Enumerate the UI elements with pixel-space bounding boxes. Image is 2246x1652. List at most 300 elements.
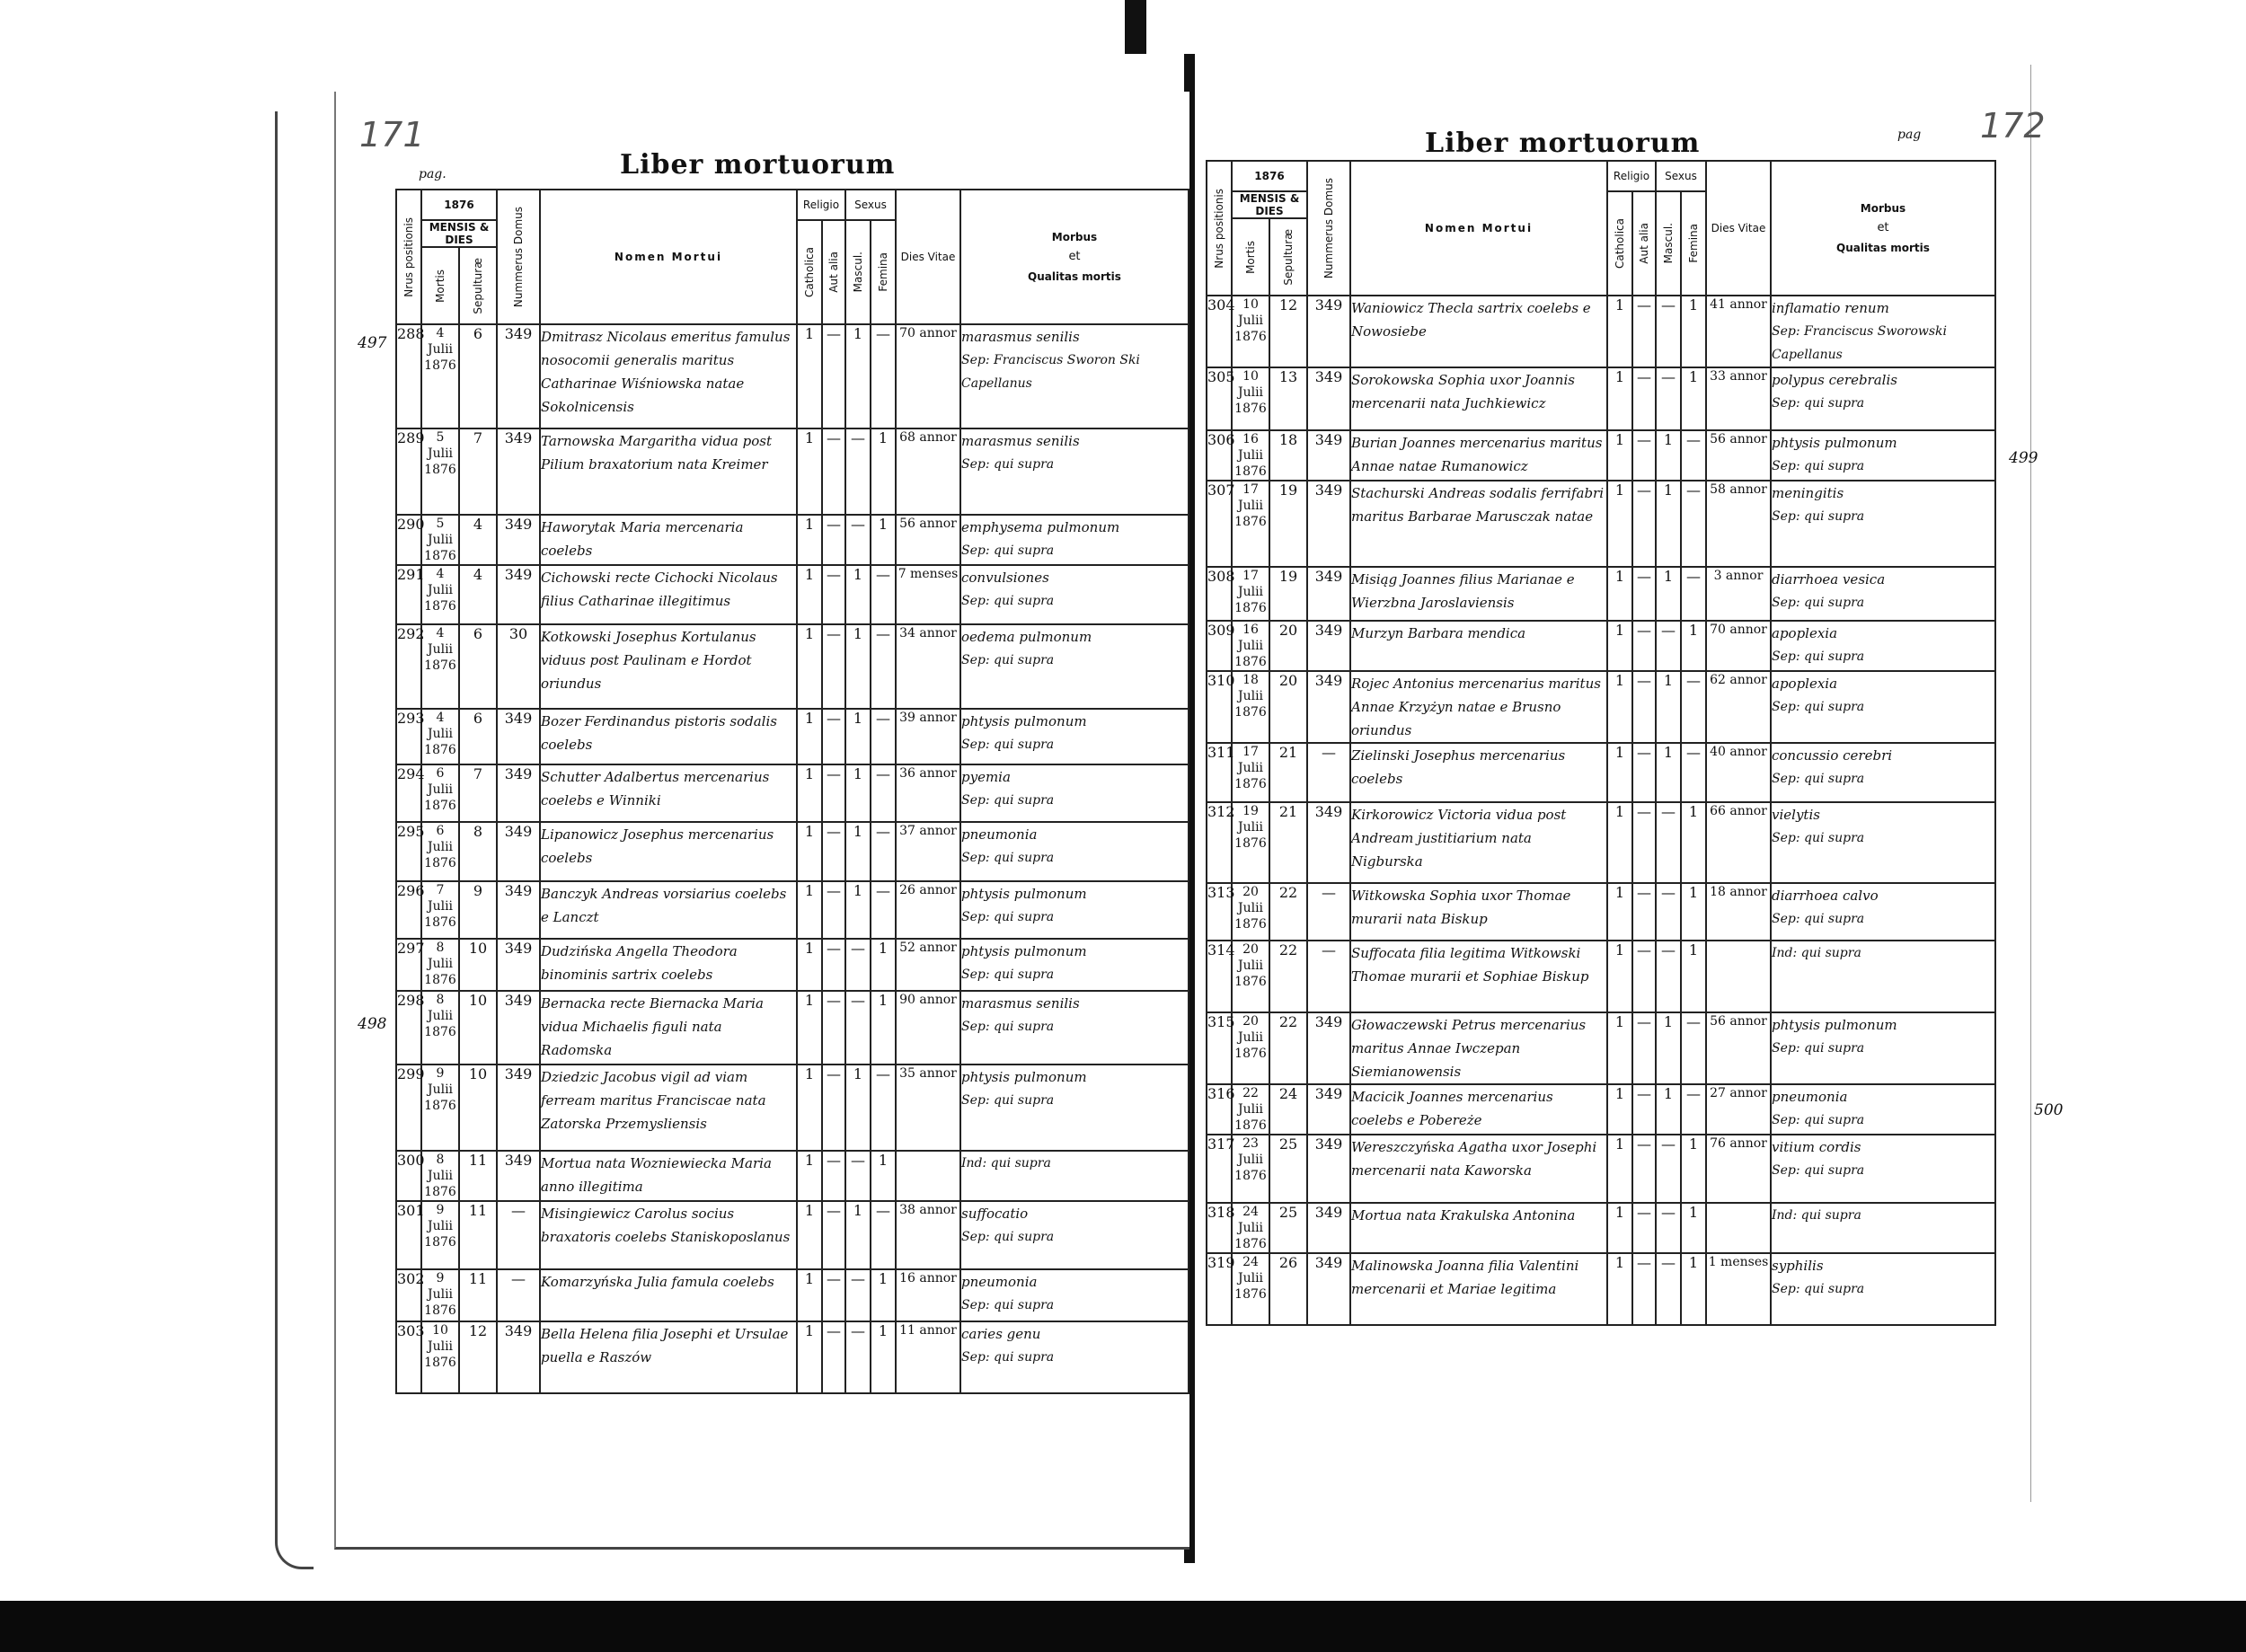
cell-femina: 1 <box>1681 802 1706 883</box>
sepultura-note: Sep: qui supra <box>1772 1041 1865 1056</box>
cell-nr: 308 <box>1207 567 1232 621</box>
cell-catholica: 1 <box>797 822 822 881</box>
cell-aut-alia: — <box>822 1151 845 1201</box>
sepultura-note: Sep: qui supra <box>961 793 1055 808</box>
morbus-text: phtysis pulmonum <box>961 713 1087 729</box>
cell-aut-alia: — <box>822 822 845 881</box>
cell-mascul: — <box>1656 883 1681 941</box>
cell-morbus <box>960 991 1189 1065</box>
cell-sepulturae-day: 10 <box>459 991 497 1065</box>
cell-femina: — <box>871 324 896 428</box>
cell-femina: — <box>1681 1012 1706 1084</box>
cell-nr: 312 <box>1207 802 1232 883</box>
cell-mascul: — <box>845 428 871 515</box>
cell-sepulturae-day: 10 <box>459 939 497 991</box>
cell-sepulturae-day: 20 <box>1269 671 1307 743</box>
cell-femina: 1 <box>1681 1253 1706 1325</box>
cell-mascul: — <box>845 1321 871 1393</box>
morbus-text: oedema pulmonum <box>961 629 1092 645</box>
morbus-text: vielytis <box>1772 807 1820 823</box>
cell-morbus <box>960 324 1189 428</box>
cell-catholica: 1 <box>1607 567 1632 621</box>
cell-mascul: — <box>1656 1135 1681 1203</box>
cell-nomen-mortui: Bernacka recte Biernacka Maria vidua Michaelis figuli nata Radomska <box>540 991 797 1065</box>
morbus-text: apoplexia <box>1772 676 1838 692</box>
cell-mascul: — <box>1656 621 1681 671</box>
cell-nr: 304 <box>1207 296 1232 367</box>
cell-mascul: — <box>1656 367 1681 430</box>
cell-catholica: 1 <box>1607 1012 1632 1084</box>
cell-nr: 310 <box>1207 671 1232 743</box>
cell-sepulturae-day: 19 <box>1269 481 1307 567</box>
cell-sepulturae-day: 22 <box>1269 941 1307 1012</box>
cell-mortis-date: 17 Julii 1876 <box>1232 743 1269 802</box>
cell-domus: 349 <box>497 515 540 565</box>
cell-domus: 349 <box>1307 296 1350 367</box>
cell-nr: 309 <box>1207 621 1232 671</box>
cell-catholica: 1 <box>1607 941 1632 1012</box>
cell-dies-vitae: 27 annor <box>1706 1084 1771 1135</box>
cell-femina: — <box>871 881 896 939</box>
cell-femina: 1 <box>871 939 896 991</box>
cell-morbus <box>1771 671 1995 743</box>
cell-catholica: 1 <box>797 881 822 939</box>
sepultura-note: Sep: qui supra <box>1772 912 1865 926</box>
cell-mortis-date: 4 Julii 1876 <box>421 709 459 764</box>
cell-mascul: 1 <box>1656 481 1681 567</box>
cell-nomen-mortui: Sorokowska Sophia uxor Joannis mercenarii nata Juchkiewicz <box>1350 367 1607 430</box>
register-row <box>1207 1084 1995 1135</box>
cell-nomen-mortui: Stachurski Andreas sodalis ferrifabri maritus Barbarae Marusczak natae <box>1350 481 1607 567</box>
col-mensis-dies: MENSIS & DIES <box>421 220 497 247</box>
col-nomen-mortui: Nomen Mortui <box>1350 161 1607 296</box>
morbus-text: convulsiones <box>961 570 1049 586</box>
cell-nomen-mortui: Komarzyńska Julia famula coelebs <box>540 1269 797 1321</box>
cell-catholica: 1 <box>797 324 822 428</box>
cell-catholica: 1 <box>797 1151 822 1201</box>
register-row <box>1207 1012 1995 1084</box>
cell-dies-vitae: 11 annor <box>896 1321 960 1393</box>
col-sexus: Sexus <box>845 190 896 220</box>
cell-nomen-mortui: Witkowska Sophia uxor Thomae murarii nata Biskup <box>1350 883 1607 941</box>
cell-catholica: 1 <box>1607 1203 1632 1253</box>
left-register-table <box>395 189 1189 1394</box>
cell-femina: 1 <box>1681 367 1706 430</box>
cell-nomen-mortui: Dmitrasz Nicolaus emeritus famulus nosocomii generalis maritus Catharinae Wiśniowska natae Sokolnicensis <box>540 324 797 428</box>
right-margin-note: 499 <box>2009 449 2038 467</box>
cell-femina: — <box>1681 743 1706 802</box>
cell-mascul: 1 <box>845 764 871 822</box>
cell-morbus <box>1771 1135 1995 1203</box>
cell-dies-vitae <box>1706 1203 1771 1253</box>
col-sepulturae: Sepulturæ <box>459 247 497 324</box>
sepultura-note: Sep: qui supra <box>1772 649 1865 664</box>
cell-dies-vitae: 90 annor <box>896 991 960 1065</box>
cell-nr: 318 <box>1207 1203 1232 1253</box>
cell-femina: 1 <box>1681 296 1706 367</box>
cell-sepulturae-day: 18 <box>1269 430 1307 481</box>
cell-sepulturae-day: 24 <box>1269 1084 1307 1135</box>
cell-femina: 1 <box>1681 883 1706 941</box>
cell-domus: 349 <box>1307 1012 1350 1084</box>
cell-nomen-mortui: Wereszczyńska Agatha uxor Josephi mercenarii nata Kaworska <box>1350 1135 1607 1203</box>
register-row <box>1207 567 1995 621</box>
cell-mascul: — <box>1656 941 1681 1012</box>
cell-morbus <box>1771 481 1995 567</box>
cell-nr: 303 <box>396 1321 421 1393</box>
cell-catholica: 1 <box>797 1065 822 1151</box>
cell-domus: — <box>497 1201 540 1269</box>
cell-dies-vitae: 7 menses <box>896 565 960 624</box>
cell-morbus <box>1771 802 1995 883</box>
cell-aut-alia: — <box>1632 1084 1656 1135</box>
sepultura-note: Sep: qui supra <box>1772 1163 1865 1178</box>
register-row <box>396 515 1189 565</box>
cell-domus: 30 <box>497 624 540 709</box>
col-aut-alia: Aut alia <box>1632 191 1656 296</box>
cell-domus: 349 <box>497 428 540 515</box>
cell-morbus <box>960 709 1189 764</box>
cell-nr: 294 <box>396 764 421 822</box>
cell-mortis-date: 9 Julii 1876 <box>421 1201 459 1269</box>
cell-mascul: 1 <box>1656 430 1681 481</box>
morbus-text: marasmus senilis <box>961 995 1080 1012</box>
cell-nomen-mortui: Bozer Ferdinandus pistoris sodalis coelebs <box>540 709 797 764</box>
cell-morbus <box>960 428 1189 515</box>
cell-domus: 349 <box>497 822 540 881</box>
morbus-text: suffocatio <box>961 1206 1029 1222</box>
register-row <box>1207 743 1995 802</box>
cell-nomen-mortui: Rojec Antonius mercenarius maritus Annae Krzyżyn natae e Brusno oriundus <box>1350 671 1607 743</box>
cell-morbus <box>1771 621 1995 671</box>
cell-nomen-mortui: Tarnowska Margaritha vidua post Pilium braxatorium nata Kreimer <box>540 428 797 515</box>
cell-nr: 305 <box>1207 367 1232 430</box>
cell-aut-alia: — <box>1632 941 1656 1012</box>
cell-domus: 349 <box>497 1151 540 1201</box>
cell-morbus <box>960 565 1189 624</box>
morbus-text: phtysis pulmonum <box>961 1069 1087 1085</box>
cell-aut-alia: — <box>822 1269 845 1321</box>
cell-nomen-mortui: Suffocata filia legitima Witkowski Thomae murarii et Sophiae Biskup <box>1350 941 1607 1012</box>
col-year: 1876 <box>1232 161 1307 191</box>
cell-femina: — <box>871 1065 896 1151</box>
cell-femina: 1 <box>871 1321 896 1393</box>
cell-nomen-mortui: Haworytak Maria mercenaria coelebs <box>540 515 797 565</box>
cell-nomen-mortui: Murzyn Barbara mendica <box>1350 621 1607 671</box>
cell-femina: 1 <box>1681 621 1706 671</box>
left-page-title: Liber mortuorum <box>620 149 896 181</box>
page-stack-edge <box>275 111 314 1569</box>
cell-nr: 315 <box>1207 1012 1232 1084</box>
cell-morbus <box>1771 296 1995 367</box>
cell-femina: 1 <box>871 515 896 565</box>
cell-domus: 349 <box>497 939 540 991</box>
register-row <box>1207 1135 1995 1203</box>
cell-aut-alia: — <box>822 709 845 764</box>
cell-catholica: 1 <box>797 764 822 822</box>
register-row <box>1207 430 1995 481</box>
cell-nr: 307 <box>1207 481 1232 567</box>
cell-dies-vitae: 34 annor <box>896 624 960 709</box>
morbus-text: caries genu <box>961 1326 1041 1342</box>
cell-mortis-date: 8 Julii 1876 <box>421 991 459 1065</box>
cell-dies-vitae: 1 menses <box>1706 1253 1771 1325</box>
col-religio: Religio <box>797 190 845 220</box>
cell-femina: 1 <box>871 428 896 515</box>
cell-morbus <box>960 1065 1189 1151</box>
cell-mascul: 1 <box>1656 671 1681 743</box>
cell-dies-vitae: 76 annor <box>1706 1135 1771 1203</box>
cell-femina: — <box>871 822 896 881</box>
cell-nr: 316 <box>1207 1084 1232 1135</box>
cell-mortis-date: 8 Julii 1876 <box>421 939 459 991</box>
cell-domus: — <box>1307 941 1350 1012</box>
cell-sepulturae-day: 26 <box>1269 1253 1307 1325</box>
cell-aut-alia: — <box>822 515 845 565</box>
cell-morbus <box>960 1151 1189 1201</box>
cell-aut-alia: — <box>822 324 845 428</box>
cell-catholica: 1 <box>1607 296 1632 367</box>
cell-domus: 349 <box>1307 621 1350 671</box>
sepultura-note: Sep: qui supra <box>961 594 1055 608</box>
col-catholica: Catholica <box>1607 191 1632 296</box>
cell-sepulturae-day: 25 <box>1269 1203 1307 1253</box>
cell-mascul: — <box>845 1269 871 1321</box>
morbus-text: marasmus senilis <box>961 433 1080 449</box>
cell-domus: 349 <box>1307 671 1350 743</box>
cell-femina: — <box>871 764 896 822</box>
morbus-text: pneumonia <box>1772 1089 1848 1105</box>
cell-catholica: 1 <box>1607 883 1632 941</box>
cell-femina: — <box>1681 1084 1706 1135</box>
cell-mortis-date: 7 Julii 1876 <box>421 881 459 939</box>
col-femina: Femina <box>1681 191 1706 296</box>
cell-domus: 349 <box>497 881 540 939</box>
cell-domus: 349 <box>497 991 540 1065</box>
cell-domus: — <box>1307 883 1350 941</box>
cell-femina: — <box>871 1201 896 1269</box>
cell-aut-alia: — <box>822 1321 845 1393</box>
cell-domus: 349 <box>1307 430 1350 481</box>
cell-nr: 311 <box>1207 743 1232 802</box>
cell-sepulturae-day: 9 <box>459 881 497 939</box>
col-morbus: Morbus et Qualitas mortis <box>1771 161 1995 296</box>
register-row <box>1207 481 1995 567</box>
cell-catholica: 1 <box>797 515 822 565</box>
sepultura-note: Sep: qui supra <box>961 1020 1055 1034</box>
right-register-table <box>1206 160 1996 1326</box>
cell-mascul: 1 <box>1656 567 1681 621</box>
cell-sepulturae-day: 8 <box>459 822 497 881</box>
sepultura-note: Sep: qui supra <box>961 851 1055 865</box>
cell-sepulturae-day: 20 <box>1269 621 1307 671</box>
cell-mortis-date: 4 Julii 1876 <box>421 624 459 709</box>
cell-catholica: 1 <box>797 1321 822 1393</box>
cell-morbus <box>1771 567 1995 621</box>
cell-morbus <box>1771 1253 1995 1325</box>
register-row <box>1207 883 1995 941</box>
morbus-text: pyemia <box>961 769 1011 785</box>
cell-mascul: — <box>845 939 871 991</box>
cell-mascul: — <box>845 515 871 565</box>
sepultura-note: Ind: qui supra <box>1772 1208 1861 1223</box>
cell-domus: — <box>1307 743 1350 802</box>
morbus-text: phtysis pulmonum <box>1772 1017 1897 1033</box>
book-spine <box>1125 0 1146 54</box>
cell-nomen-mortui: Dudzińska Angella Theodora binominis sartrix coelebs <box>540 939 797 991</box>
cell-sepulturae-day: 22 <box>1269 1012 1307 1084</box>
cell-mascul: 1 <box>845 881 871 939</box>
sepultura-note: Sep: qui supra <box>961 543 1055 558</box>
morbus-text: phtysis pulmonum <box>1772 435 1897 451</box>
cell-morbus <box>960 515 1189 565</box>
sepultura-note: Sep: Franciscus Sworowski Capellanus <box>1772 324 1948 362</box>
cell-nr: 289 <box>396 428 421 515</box>
cell-nr: 297 <box>396 939 421 991</box>
cell-nomen-mortui: Lipanowicz Josephus mercenarius coelebs <box>540 822 797 881</box>
col-mortis: Mortis <box>421 247 459 324</box>
cell-mortis-date: 19 Julii 1876 <box>1232 802 1269 883</box>
cell-mortis-date: 24 Julii 1876 <box>1232 1253 1269 1325</box>
sepultura-note: Sep: qui supra <box>1772 459 1865 473</box>
cell-femina: 1 <box>1681 1203 1706 1253</box>
cell-sepulturae-day: 11 <box>459 1151 497 1201</box>
morbus-text: meningitis <box>1772 485 1844 501</box>
cell-femina: — <box>871 565 896 624</box>
cell-femina: 1 <box>871 991 896 1065</box>
cell-nomen-mortui: Mortua nata Krakulska Antonina <box>1350 1203 1607 1253</box>
col-nomen-mortui: Nomen Mortui <box>540 190 797 324</box>
cell-aut-alia: — <box>1632 1135 1656 1203</box>
cell-mascul: 1 <box>845 324 871 428</box>
left-pag-label: pag. <box>419 167 447 181</box>
col-aut-alia: Aut alia <box>822 220 845 324</box>
cell-aut-alia: — <box>822 428 845 515</box>
cell-dies-vitae <box>896 1151 960 1201</box>
cell-sepulturae-day: 10 <box>459 1065 497 1151</box>
cell-nr: 296 <box>396 881 421 939</box>
morbus-text: marasmus senilis <box>961 329 1080 345</box>
sepultura-note: Ind: qui supra <box>1772 946 1861 960</box>
cell-catholica: 1 <box>797 1201 822 1269</box>
sepultura-note: Sep: qui supra <box>1772 772 1865 786</box>
cell-mascul: — <box>1656 1203 1681 1253</box>
cell-aut-alia: — <box>822 881 845 939</box>
sepultura-note: Sep: qui supra <box>961 653 1055 667</box>
cell-dies-vitae: 39 annor <box>896 709 960 764</box>
morbus-text: apoplexia <box>1772 625 1838 641</box>
right-margin-note: 500 <box>2034 1101 2064 1119</box>
cell-aut-alia: — <box>1632 1203 1656 1253</box>
cell-domus: 349 <box>1307 1203 1350 1253</box>
cell-mortis-date: 9 Julii 1876 <box>421 1269 459 1321</box>
cell-domus: 349 <box>497 764 540 822</box>
cell-dies-vitae: 26 annor <box>896 881 960 939</box>
cell-aut-alia: — <box>1632 621 1656 671</box>
cell-catholica: 1 <box>1607 367 1632 430</box>
cell-nomen-mortui: Waniowicz Thecla sartrix coelebs e Nowosiebe <box>1350 296 1607 367</box>
cell-morbus <box>1771 883 1995 941</box>
cell-dies-vitae: 41 annor <box>1706 296 1771 367</box>
morbus-text: emphysema pulmonum <box>961 519 1120 535</box>
cell-domus: 349 <box>1307 1135 1350 1203</box>
col-mortis: Mortis <box>1232 218 1269 296</box>
col-nrus-positionis: Nrus positionis <box>1207 161 1232 296</box>
cell-nr: 319 <box>1207 1253 1232 1325</box>
register-row <box>396 709 1189 764</box>
cell-mascul: 1 <box>1656 1084 1681 1135</box>
cell-aut-alia: — <box>1632 296 1656 367</box>
cell-femina: — <box>871 624 896 709</box>
cell-mortis-date: 20 Julii 1876 <box>1232 941 1269 1012</box>
cell-sepulturae-day: 21 <box>1269 743 1307 802</box>
cell-sepulturae-day: 12 <box>459 1321 497 1393</box>
cell-domus: 349 <box>1307 481 1350 567</box>
register-row <box>1207 621 1995 671</box>
cell-dies-vitae: 56 annor <box>896 515 960 565</box>
morbus-text: phtysis pulmonum <box>961 886 1087 902</box>
cell-dies-vitae: 18 annor <box>1706 883 1771 941</box>
cell-morbus <box>1771 1012 1995 1084</box>
cell-aut-alia: — <box>822 565 845 624</box>
cell-nr: 306 <box>1207 430 1232 481</box>
cell-aut-alia: — <box>822 991 845 1065</box>
sepultura-note: Sep: qui supra <box>961 457 1055 472</box>
cell-aut-alia: — <box>1632 367 1656 430</box>
cell-aut-alia: — <box>1632 802 1656 883</box>
register-row <box>396 1065 1189 1151</box>
register-row <box>396 1321 1189 1393</box>
left-margin-note: 498 <box>358 1015 387 1033</box>
cell-sepulturae-day: 6 <box>459 324 497 428</box>
sepultura-note: Ind: qui supra <box>961 1156 1051 1171</box>
cell-domus: 349 <box>1307 567 1350 621</box>
cell-catholica: 1 <box>797 709 822 764</box>
cell-dies-vitae: 33 annor <box>1706 367 1771 430</box>
cell-domus: — <box>497 1269 540 1321</box>
cell-aut-alia: — <box>822 1201 845 1269</box>
left-margin-note: 497 <box>358 334 387 352</box>
cell-morbus <box>960 1201 1189 1269</box>
cell-nr: 298 <box>396 991 421 1065</box>
sepultura-note: Sep: Franciscus Sworon Ski Capellanus <box>961 353 1140 391</box>
cell-nomen-mortui: Misiąg Joannes filius Marianae e Wierzbna Jaroslaviensis <box>1350 567 1607 621</box>
cell-catholica: 1 <box>1607 671 1632 743</box>
cell-domus: 349 <box>497 1321 540 1393</box>
morbus-text: diarrhoea vesica <box>1772 571 1886 587</box>
cell-dies-vitae: 70 annor <box>1706 621 1771 671</box>
cell-domus: 349 <box>1307 1253 1350 1325</box>
cell-catholica: 1 <box>797 991 822 1065</box>
cell-catholica: 1 <box>797 1269 822 1321</box>
col-year: 1876 <box>421 190 497 220</box>
cell-dies-vitae: 58 annor <box>1706 481 1771 567</box>
register-row <box>396 1269 1189 1321</box>
register-row <box>396 991 1189 1065</box>
cell-dies-vitae: 38 annor <box>896 1201 960 1269</box>
cell-mortis-date: 16 Julii 1876 <box>1232 621 1269 671</box>
cell-dies-vitae: 37 annor <box>896 822 960 881</box>
cell-dies-vitae: 40 annor <box>1706 743 1771 802</box>
cell-nr: 314 <box>1207 941 1232 1012</box>
morbus-text: phtysis pulmonum <box>961 943 1087 959</box>
cell-morbus <box>960 881 1189 939</box>
cell-morbus <box>960 939 1189 991</box>
cell-catholica: 1 <box>1607 1084 1632 1135</box>
cell-mascul: — <box>1656 296 1681 367</box>
cell-mascul: 1 <box>1656 743 1681 802</box>
cell-nomen-mortui: Zielinski Josephus mercenarius coelebs <box>1350 743 1607 802</box>
